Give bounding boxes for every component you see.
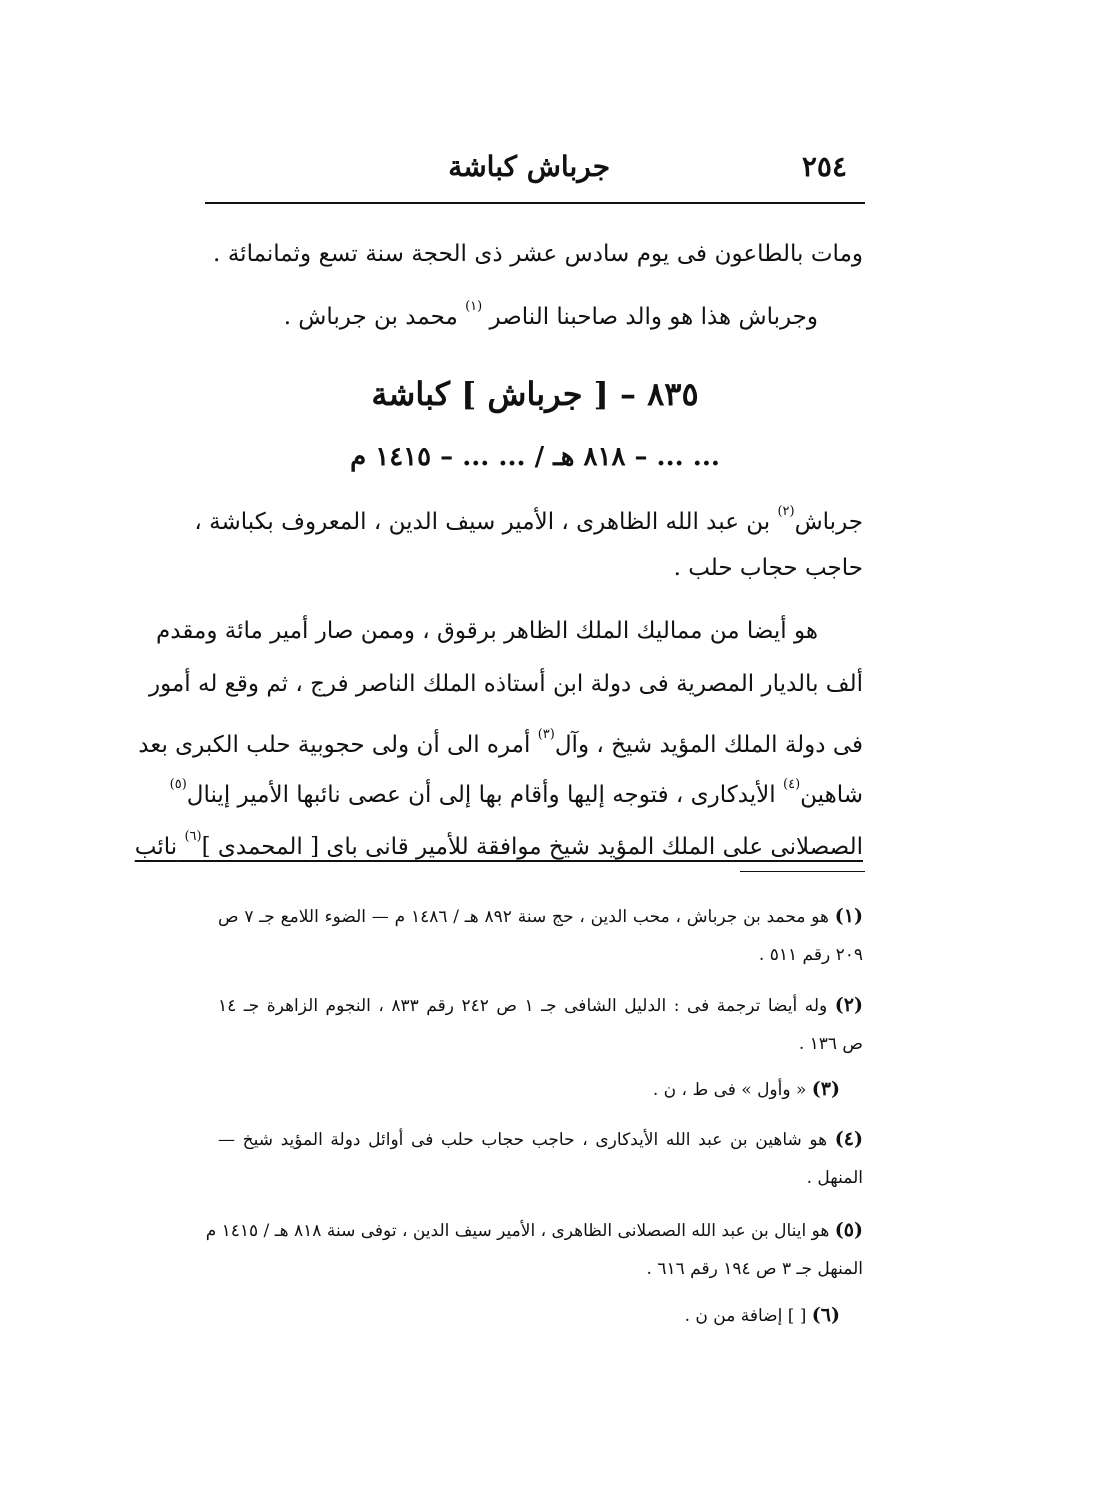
para2-line-1: هو أيضا من مماليك الملك الظاهر برقوق ، وممن صار أمير مائة ومقدم (156, 618, 818, 644)
para2-line-5-start: الصصلانى على الملك المؤيد شيخ موافقة للأمير قانى باى [ المحمدى ] (201, 834, 863, 860)
footnote-number: (٦) (811, 1304, 840, 1326)
footnote-4-cont: المنهل . (806, 1168, 863, 1188)
entry-title: ٨٣٥ – [ جرباش ] كباشة (371, 375, 699, 413)
footnote-text: هو اينال بن عبد الله الصصلانى الظاهرى ، الأمير سيف الدين ، توفى سنة ٨١٨ هـ / ١٤١٥ م (205, 1221, 830, 1241)
footnote-text: هو محمد بن جرباش ، محب الدين ، حج سنة ٨٩٢ هـ / ١٤٨٦ م — الضوء اللامع جـ ٧ ص (218, 907, 829, 927)
footnote-text: [ ] إضافة من ن . (684, 1306, 807, 1326)
para1-name: جرباش (794, 509, 863, 535)
footnote-ref-1: (١) (465, 299, 483, 314)
running-title: جرباش كباشة (448, 150, 610, 183)
footnote-ref-2: (٢) (777, 504, 795, 519)
footnote-ref-5: (٥) (169, 777, 187, 792)
footnote-5 (205, 1219, 863, 1241)
footnote-6 (685, 1306, 840, 1325)
footnote-number: (٢) (834, 994, 863, 1016)
footnote-text: وله أيضا ترجمة فى : الدليل الشافى جـ ١ ص ٢٤٢ رقم ٨٣٣ ، النجوم الزاهرة جـ ١٤ (218, 996, 828, 1016)
footnote-4 (218, 1130, 863, 1149)
para2-line-4 (169, 777, 863, 808)
para1-line-1 (194, 504, 863, 535)
running-head (205, 150, 865, 190)
footnote-2-cont: ص ١٣٦ . (798, 1034, 863, 1054)
intro-line-2 (284, 300, 818, 329)
footnote-ref-6: (٦) (184, 829, 202, 844)
para2-line-3-end: أمره الى أن ولى حجوبية حلب الكبرى بعد (138, 732, 531, 758)
footnote-number: (٣) (811, 1078, 840, 1100)
header-rule (205, 202, 865, 204)
footnote-1 (218, 907, 863, 926)
intro-line-2-start: وجرباش هذا هو والد صاحبنا الناصر (489, 304, 818, 330)
page-number: ٢٥٤ (801, 150, 847, 183)
footnote-ref-4: (٤) (783, 777, 801, 792)
footnote-number: (٤) (834, 1128, 863, 1150)
footnote-number: (١) (834, 905, 863, 927)
para1-line-2: حاجب حجاب حلب . (673, 555, 863, 581)
para2-line-5 (134, 829, 863, 860)
para1-line-1-rest: بن عبد الله الظاهرى ، الأمير سيف الدين ، المعروف بكباشة ، (194, 509, 771, 535)
footnote-rule (740, 871, 865, 872)
footnote-2 (218, 996, 863, 1015)
footnote-ref-3: (٣) (537, 727, 555, 742)
para2-line-3-start: فى دولة الملك المؤيد شيخ ، وآل (554, 732, 863, 758)
footnote-text: « وأول » فى ط ، ن . (652, 1080, 807, 1100)
footnote-1-cont: ٢٠٩ رقم ٥١١ . (758, 945, 863, 965)
para2-line-4-middle: الأيدكارى ، فتوجه إليها وأقام بها إلى أن عصى نائبها الأمير إينال (186, 782, 776, 808)
intro-line-2-end: محمد بن جرباش . (283, 304, 458, 330)
footnote-text: هو شاهين بن عبد الله الأيدكارى ، حاجب حجاب حلب فى أوائل دولة المؤيد شيخ — (218, 1130, 828, 1150)
para2-line-5-end: نائب (134, 834, 178, 860)
para2-line-4-start: شاهين (800, 782, 863, 808)
footnote-5-cont: المنهل جـ ٣ ص ١٩٤ رقم ٦١٦ . (646, 1259, 863, 1279)
para2-line-2: ألف بالديار المصرية فى دولة ابن أستاذه الملك الناصر فرج ، ثم وقع له أمور (149, 671, 863, 697)
footnote-number: (٥) (834, 1219, 863, 1241)
para2-line-3 (138, 727, 863, 758)
entry-dates: ... ... – ٨١٨ هـ / ... ... – ١٤١٥ م (350, 442, 720, 472)
footnote-3 (653, 1080, 840, 1099)
intro-line-1: ومات بالطاعون فى يوم سادس عشر ذى الحجة سنة تسع وثمانمائة . (213, 241, 863, 267)
